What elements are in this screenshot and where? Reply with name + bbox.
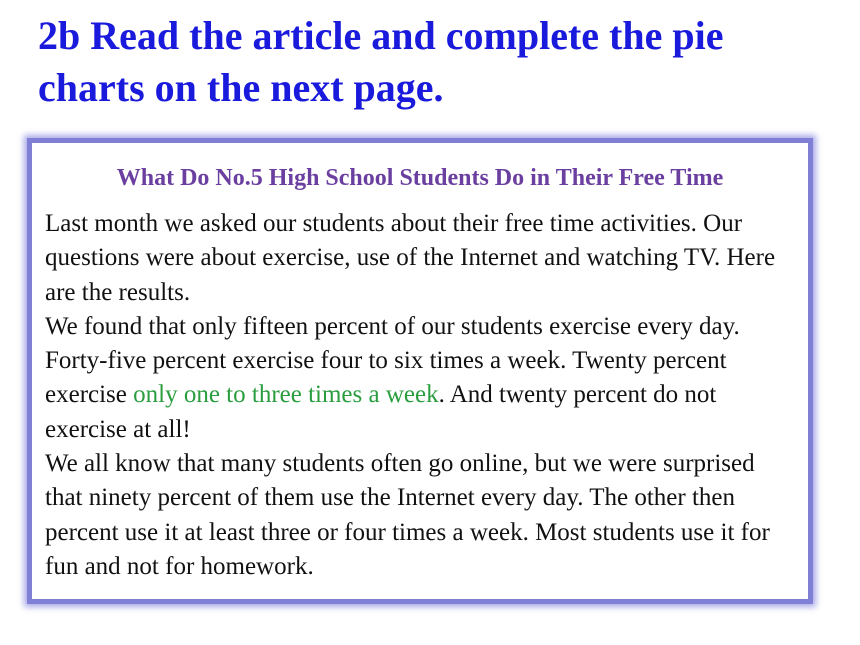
paragraph-2-text-start: We found that only fifteen percent of our students exercise every day. Forty-five percent exercise four to six times a week. Twenty percent exercise [45,312,740,409]
article-title: What Do No.5 High School Students Do in Their Free Time [116,165,724,191]
slide-heading: 2b Read the article and complete the pie charts on the next page. [38,13,724,110]
article-paragraph-1: Last month we asked our students about their free time activities. Our questions were about exercise, use of the Internet and watching TV. Here are the results. [45,210,776,306]
article-paragraph-2 [45,310,798,447]
paragraph-2-text-end: . And twenty percent do not exercise at all! [45,381,717,443]
article-body [45,207,798,584]
article-box [27,138,813,604]
article-paragraph-3: We all know that many students often go online, but we were surprised that ninety percent of them use the Internet every day. The other then percent use it at least three or four times a week. Most students use it for fun and not for homework. [45,450,770,580]
highlighted-phrase: only one to three times a week [133,381,439,409]
